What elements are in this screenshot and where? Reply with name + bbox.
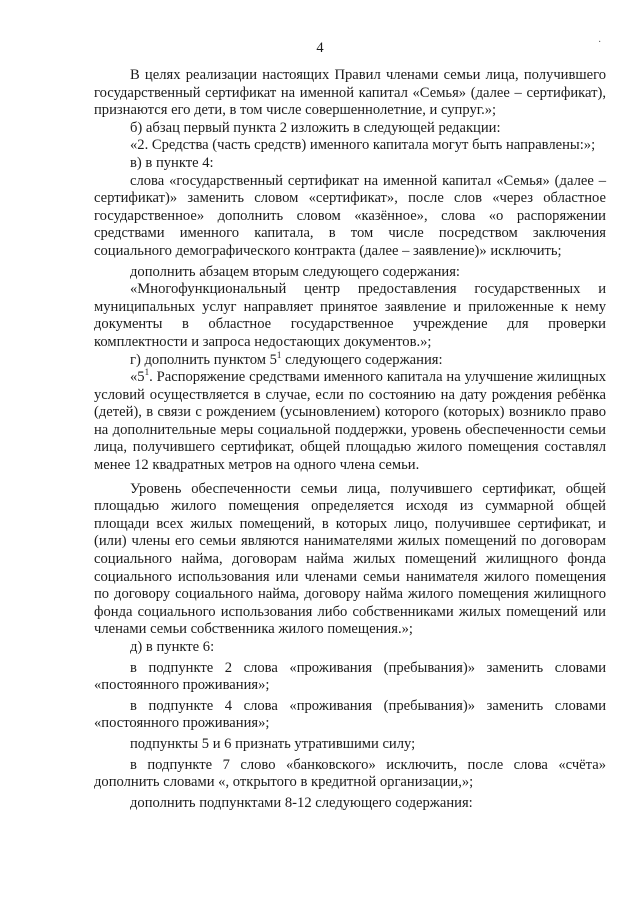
paragraph-item-d: д) в пункте 6: — [130, 639, 215, 655]
paragraph-item-v: в) в пункте 4: — [130, 154, 214, 171]
paragraph-add-second: дополнить абзацем вторым следующего содержания: — [130, 263, 460, 280]
paragraph-point-2: «2. Средства (часть средств) именного капитала могут быть направлены:»; — [130, 137, 596, 154]
paragraph-item-b: б) абзац первый пункта 2 изложить в следующей редакции: — [130, 119, 501, 136]
page-number: 4 — [316, 40, 324, 56]
paragraph-subpoint-7: в подпункте 7 слово «банковского» исключить, после слова «счёта» дополнить словами «, открытого в кредитной организации,»; — [94, 756, 606, 791]
paragraph-subpoint-2: в подпункте 2 слова «проживания (пребывания)» заменить словами «постоянного проживания»; — [94, 659, 606, 694]
paragraph-subpoint-4: в подпункте 4 слова «проживания (пребывания)» заменить словами «постоянного проживания»; — [94, 697, 606, 732]
corner-mark: · — [598, 37, 602, 48]
paragraph-subpoints-5-6: подпункты 5 и 6 признать утратившими силу; — [130, 735, 416, 752]
document-body — [94, 67, 606, 812]
paragraph-point-5-1: «$5^1$. Распоряжение средствами именного капитала на улучшение жилищных условий осуществляется в случае, если по состоянию на дату рождения ребёнка (детей), в связи с рождением (усыновлением) которого (которых) возникло право на дополнительные меры социальной поддержки, уровень обеспеченности семьи лица, получившего сертификат, общей площадью жилого помещения составлял менее 12 квадратных метров на одного члена семьи. — [94, 367, 606, 474]
paragraph-add-subpoints: дополнить подпунктами 8-12 следующего содержания: — [130, 794, 473, 811]
paragraph-words-replace: слова «государственный сертификат на именной капитал «Семья» (далее – сертификат)» заменить словом «сертификат», после слов «через областное государственное» дополнить словом «казённое», слова «о распоряжении средствами именного капитала, в том числе посредством заключения социального демографического контракта (далее – заявление)» исключить; — [94, 172, 606, 259]
paragraph-housing-level: Уровень обеспеченности семьи лица, получившего сертификат, общей площадью жилого помещения определяется исходя из суммарной общей площади всех жилых помещений, в которых лицо, получившее сертификат, и (или) члены его семьи являются нанимателями жилых помещений по договорам социального найма, договорам найма жилых помещений жилищного фонда социального использования или членами семьи нанимателя жилого помещения по договору социального найма, договору найма жилого помещения жилищного фонда социального использования либо собственниками жилых помещений или членами семьи собственника жилого помещения.»; — [94, 480, 606, 638]
paragraph-item-g: г) дополнить пунктом $5^1$ следующего содержания: — [130, 349, 443, 368]
paragraph-mfc: «Многофункциональный центр предоставления государственных и муниципальных услуг направляет принятое заявление и приложенные к нему документы в областное государственное учреждение для проверки комплектности и запроса недостающих документов.»; — [94, 281, 606, 350]
paragraph-family-members: В целях реализации настоящих Правил членами семьи лица, получившего государственный сертификат на именной капитал «Семья» (далее – сертификат), признаются его дети, в том числе совершеннолетние, и супруг.»; — [94, 67, 606, 119]
